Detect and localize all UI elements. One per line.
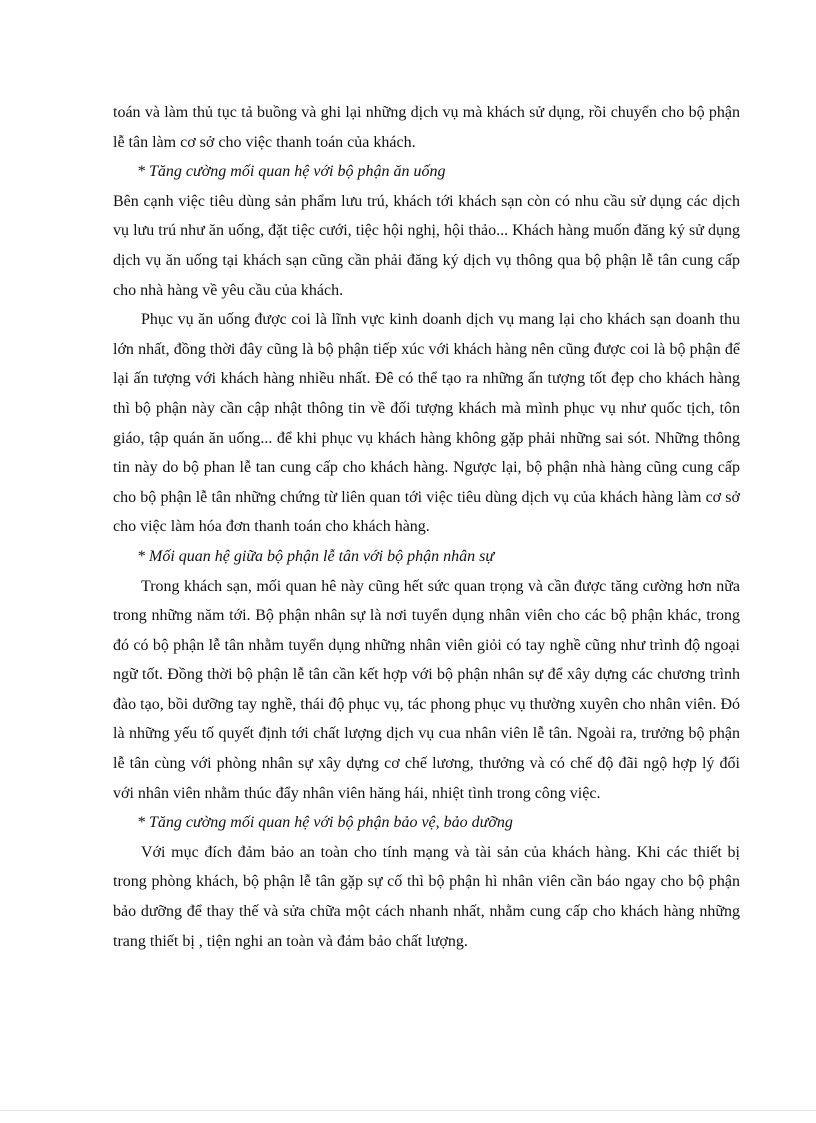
document-body bbox=[113, 98, 740, 956]
paragraph-food-beverage-detail: Phục vụ ăn uống được coi là lĩnh vực kinh doanh dịch vụ mang lại cho khách sạn doanh thu lớn nhất, đồng thời đây cũng là bộ phận tiếp xúc với khách hàng nên cũng được coi là bộ phận để lại ấn tượng với khách hàng nhiều nhất. Đê có thể tạo ra những ấn tượng tốt đẹp cho khách hàng thì bộ phận này cần cập nhật thông tin về đối tượng khách mà mình phục vụ như quốc tịch, tôn giáo, tập quán ăn uống... để khi phục vụ khách hàng không gặp phải những sai sót. Những thông tin này do bộ phan lễ tan cung cấp cho khách hàng. Ngược lại, bộ phận nhà hàng cũng cung cấp cho bộ phận lễ tân những chứng từ liên quan tới việc tiêu dùng dịch vụ của khách hàng làm cơ sở cho việc làm hóa đơn thanh toán cho khách hàng. bbox=[113, 311, 740, 536]
section-heading-security-maintenance: * Tăng cường mối quan hệ với bộ phận bảo vệ, bảo dưỡng bbox=[137, 814, 513, 832]
paragraph-security-maintenance: Với mục đích đảm bảo an toàn cho tính mạng và tài sản của khách hàng. Khi các thiết bị trong phòng khách, bộ phận lễ tân gặp sự cố thì bộ phận hì nhân viên cần báo ngay cho bộ phận bảo dưỡng để thay thế và sửa chữa một cách nhanh nhất, nhằm cung cấp cho khách hàng những trang thiết bị , tiện nghi an toàn và đảm bảo chất lượng. bbox=[113, 843, 740, 950]
page-bottom-divider bbox=[0, 1110, 816, 1111]
section-heading-food-beverage: * Tăng cường mối quan hệ với bộ phận ăn uống bbox=[137, 163, 446, 181]
section-heading-human-resources: * Mối quan hệ giữa bộ phận lễ tân với bộ phận nhân sự bbox=[137, 547, 495, 565]
paragraph-human-resources: Trong khách sạn, mối quan hê này cũng hết sức quan trọng và cần được tăng cường hơn nữa trong những năm tới. Bộ phận nhân sự là nơi tuyển dụng nhân viên cho các bộ phận khác, trong đó có bộ phận lễ tân nhằm tuyển dụng những nhân viên giỏi có tay nghề cũng như trình độ ngoại ngữ tốt. Đồng thời bộ phận lễ tân cần kết hợp với bộ phận nhân sự để xây dựng các chương trình đào tạo, bồi dưỡng tay nghề, thái độ phục vụ, tác phong phục vụ thường xuyên cho nhân viên. Đó là những yếu tố quyết định tới chất lượng dịch vụ cua nhân viên lễ tân. Ngoài ra, trưởng bộ phận lễ tân cùng với phòng nhân sự xây dựng cơ chế lương, thưởng và có chế độ đãi ngộ hợp lý đối với nhân viên nhằm thúc đẩy nhân viên hăng hái, nhiệt tình trong công việc. bbox=[113, 577, 740, 802]
paragraph-continuation: toán và làm thủ tục tả buồng và ghi lại những dịch vụ mà khách sử dụng, rồi chuyển cho bộ phận lễ tân làm cơ sở cho việc thanh toán của khách. bbox=[113, 104, 740, 151]
paragraph-food-beverage-intro: Bên cạnh việc tiêu dùng sản phẩm lưu trú, khách tới khách sạn còn có nhu cầu sử dụng các dịch vụ lưu trú như ăn uống, đặt tiệc cưới, tiệc hội nghị, hội thảo... Khách hàng muốn đăng ký sử dụng dịch vụ ăn uống tại khách sạn cũng cần phải đăng ký dịch vụ thông qua bộ phận lễ tân cung cấp cho nhà hàng về yêu cầu của khách. bbox=[113, 192, 740, 299]
